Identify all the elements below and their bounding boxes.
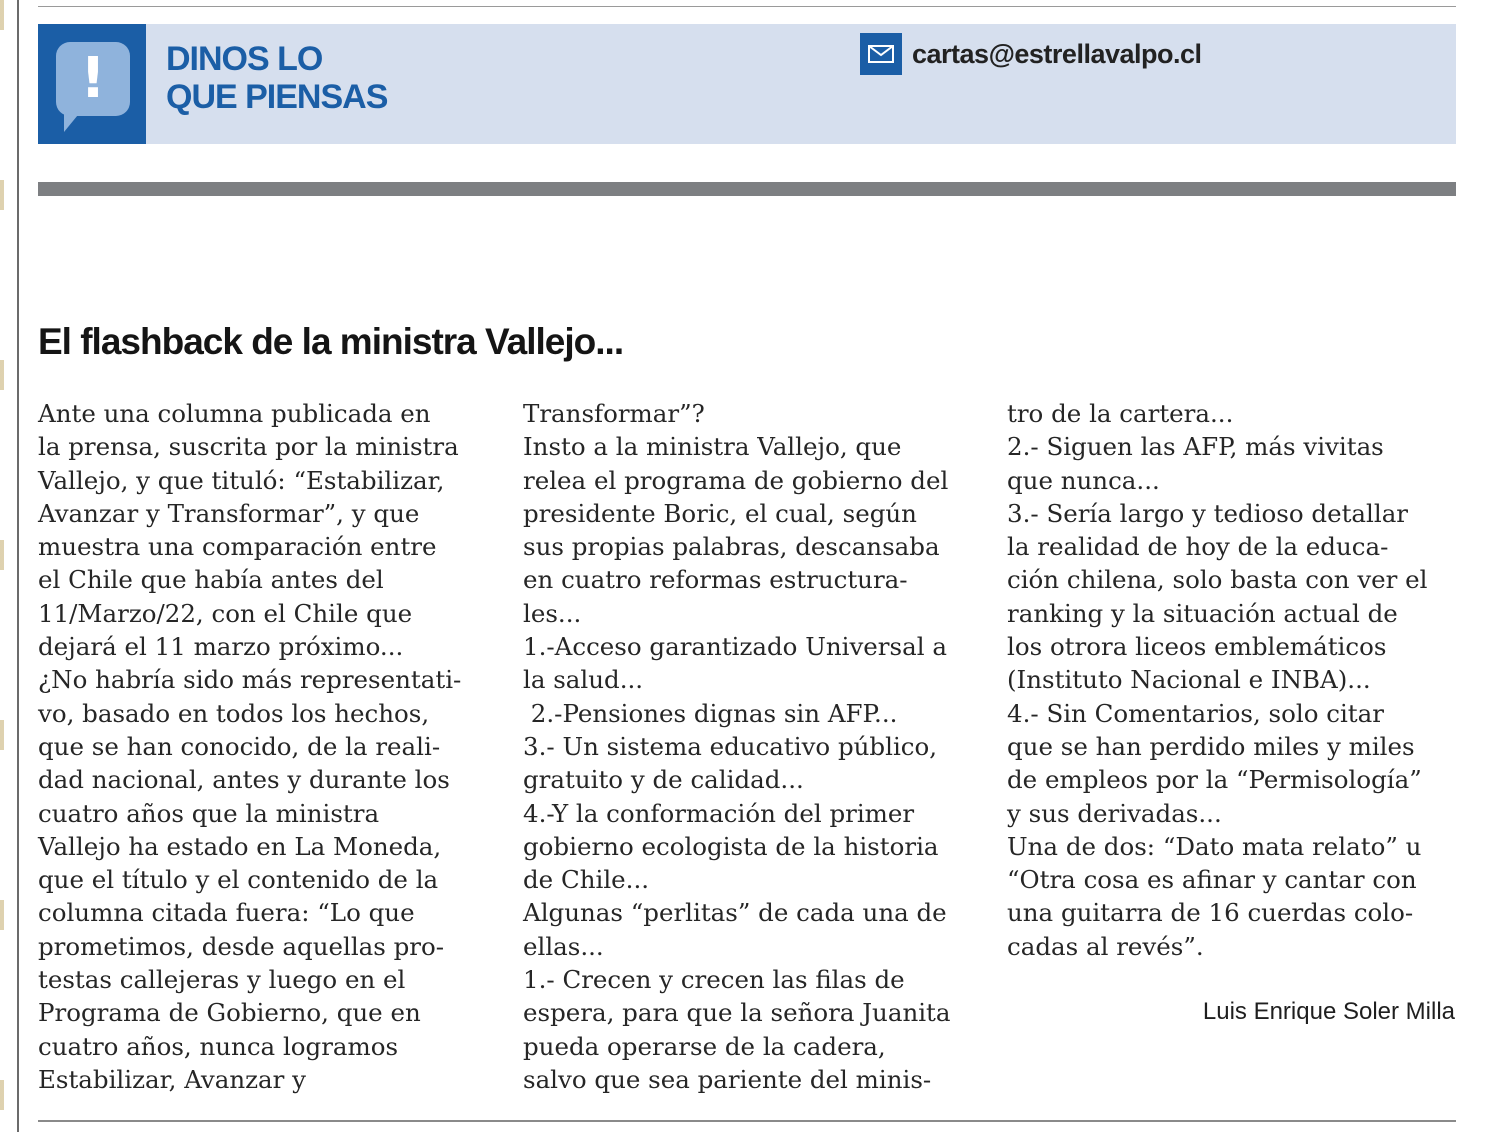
page-edge-rule	[17, 0, 19, 1132]
article-line: la prensa, suscrita por la ministra	[38, 432, 459, 462]
article-line: una guitarra de 16 cuerdas colo-	[1007, 898, 1414, 928]
exclamation-mark-icon: !	[80, 46, 106, 111]
article-line: (Instituto Nacional e INBA)...	[1007, 665, 1371, 695]
section-title-line1: DINOS LO	[166, 40, 323, 78]
contact-email[interactable]	[860, 34, 1202, 74]
article-line: 2.- Siguen las AFP, más vivitas	[1007, 432, 1384, 462]
article-line: dejará el 11 marzo próximo...	[38, 632, 404, 662]
article-line: vo, basado en todos los hechos,	[38, 698, 430, 728]
article-line: 2.-Pensiones dignas sin AFP...	[523, 698, 898, 728]
article-line: Avanzar y Transformar”, y que	[38, 498, 420, 528]
article-line: ción chilena, solo basta con ver el	[1007, 565, 1428, 595]
article-line: salvo que sea pariente del minis-	[523, 1064, 932, 1094]
section-title	[166, 40, 466, 116]
article-line: prometimos, desde aquellas pro-	[38, 931, 445, 961]
article-line: tro de la cartera...	[1007, 399, 1234, 428]
article-line: que el título y el contenido de la	[38, 865, 439, 895]
page-edge-marks	[0, 0, 4, 1132]
article-line: que nunca...	[1007, 465, 1160, 495]
article-line: columna citada fuera: “Lo que	[38, 898, 415, 928]
article-line: 1.- Crecen y crecen las filas de	[523, 965, 905, 995]
section-title-line2: QUE PIENSAS	[166, 78, 388, 116]
article-line: el Chile que había antes del	[38, 565, 384, 595]
article-line: Programa de Gobierno, que en	[38, 998, 421, 1028]
email-address-link[interactable]: cartas@estrellavalpo.cl	[912, 38, 1202, 69]
article-line: les...	[523, 598, 582, 628]
article-line: 1.-Acceso garantizado Universal a	[523, 632, 947, 662]
article-line: Algunas “perlitas” de cada una de	[523, 898, 947, 928]
article-line: los otrora liceos emblemáticos	[1007, 632, 1387, 662]
article-line: pueda operarse de la cadera,	[523, 1031, 886, 1061]
article-line: presidente Boric, el cual, según	[523, 498, 917, 528]
article-line: Vallejo, y que tituló: “Estabilizar,	[38, 465, 445, 495]
article-line: testas callejeras y luego en el	[38, 965, 406, 995]
letter-signature: Luis Enrique Soler Milla	[1202, 998, 1455, 1025]
article-line: “Otra cosa es afinar y cantar con	[1007, 865, 1417, 895]
article-line: la realidad de hoy de la educa-	[1007, 532, 1389, 562]
article-line: cuatro años que la ministra	[38, 798, 380, 828]
article-line: gratuito y de calidad...	[523, 765, 804, 795]
article-line: cadas al revés”.	[1007, 931, 1204, 961]
article-line: Estabilizar, Avanzar y	[38, 1064, 306, 1094]
article-line: Vallejo ha estado en La Moneda,	[38, 831, 442, 861]
bottom-rule	[38, 1120, 1456, 1122]
article-line: muestra una comparación entre	[38, 532, 437, 562]
section-divider-bar	[38, 182, 1456, 196]
article-line: cuatro años, nunca logramos	[38, 1031, 399, 1061]
article-line: espera, para que la señora Juanita	[523, 998, 951, 1028]
article-line: 3.- Sería largo y tedioso detallar	[1007, 498, 1409, 528]
article-line: Una de dos: “Dato mata relato” u	[1007, 831, 1422, 861]
article-line: que se han conocido, de la reali-	[38, 731, 441, 761]
envelope-icon	[860, 33, 902, 75]
section-header	[38, 24, 1456, 144]
article-line: Transformar”?	[523, 399, 705, 428]
article-column-3	[1007, 397, 1467, 963]
article-line: 11/Marzo/22, con el Chile que	[38, 598, 413, 628]
article-line: gobierno ecologista de la historia	[523, 831, 939, 861]
article-headline: El flashback de la ministra Vallejo...	[38, 321, 624, 362]
article-line: y sus derivadas...	[1007, 798, 1222, 828]
article-line: 4.- Sin Comentarios, solo citar	[1007, 698, 1384, 728]
article-line: de empleos por la “Permisología”	[1007, 765, 1422, 795]
article-line: Ante una columna publicada en	[38, 399, 431, 428]
section-icon-box	[38, 24, 146, 144]
article-line: que se han perdido miles y miles	[1007, 731, 1415, 761]
article-column-1	[38, 397, 498, 1096]
top-rule	[38, 6, 1456, 7]
article-line: relea el programa de gobierno del	[523, 465, 949, 495]
article-line: la salud...	[523, 665, 644, 695]
article-line: 4.-Y la conformación del primer	[523, 798, 915, 828]
article-line: Insto a la ministra Vallejo, que	[523, 432, 902, 462]
article-line: sus propias palabras, descansaba	[523, 532, 940, 562]
article-line: ranking y la situación actual de	[1007, 598, 1398, 628]
article-line: ellas...	[523, 931, 604, 961]
article-column-2	[523, 397, 983, 1096]
article-line: dad nacional, antes y durante los	[38, 765, 450, 795]
article-line: en cuatro reformas estructura-	[523, 565, 908, 595]
article-line: ¿No habría sido más representati-	[38, 665, 462, 695]
article-line: 3.- Un sistema educativo público,	[523, 731, 938, 761]
article-line: de Chile...	[523, 865, 650, 895]
